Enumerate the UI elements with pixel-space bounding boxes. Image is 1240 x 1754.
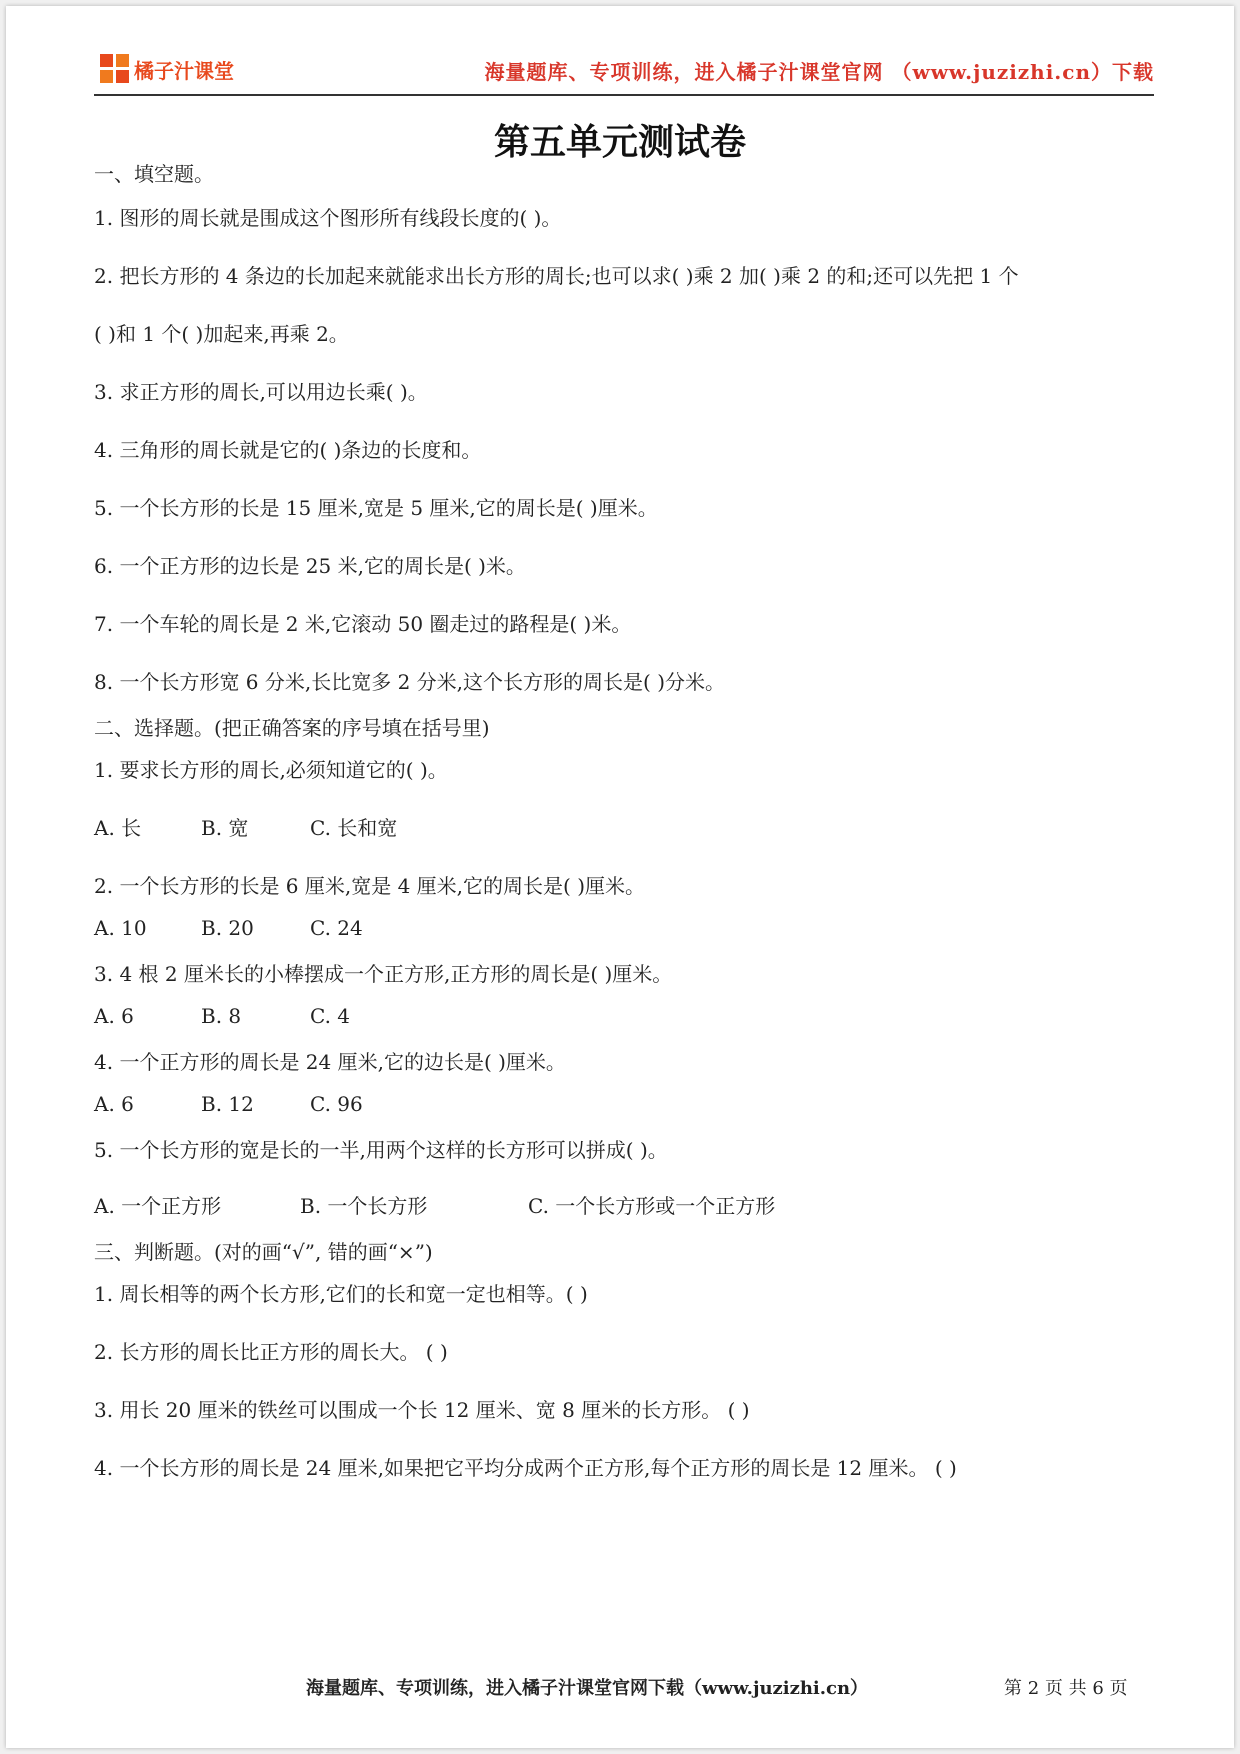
s1-question-5: 5. 一个长方形的长是 15 厘米,宽是 5 厘米,它的周长是( )厘米。: [94, 496, 658, 520]
s3-question-2: 2. 长方形的周长比正方形的周长大。 ( ): [94, 1340, 448, 1364]
s2-question-4: 4. 一个正方形的周长是 24 厘米,它的边长是( )厘米。: [94, 1050, 566, 1074]
page-footer: [6, 1674, 1234, 1704]
s2-q4-option-a: A. 6: [94, 1092, 134, 1116]
s1-question-2a: 2. 把长方形的 4 条边的长加起来就能求出长方形的周长;也可以求( )乘 2 加( )乘 2 的和;还可以先把 1 个: [94, 264, 1019, 288]
s3-question-4: 4. 一个长方形的周长是 24 厘米,如果把它平均分成两个正方形,每个正方形的周长是 12 厘米。 ( ): [94, 1456, 957, 1480]
s1-question-7: 7. 一个车轮的周长是 2 米,它滚动 50 圈走过的路程是( )米。: [94, 612, 632, 636]
s1-question-6: 6. 一个正方形的边长是 25 米,它的周长是( )米。: [94, 554, 526, 578]
s2-question-5: 5. 一个长方形的宽是长的一半,用两个这样的长方形可以拼成( )。: [94, 1138, 668, 1162]
s2-q1-option-b: B. 宽: [201, 816, 249, 840]
footer-slogan: 海量题库、专项训练，进入橘子汁课堂官网下载（www.juzizhi.cn）: [306, 1678, 869, 1699]
s2-q3-option-a: A. 6: [94, 1004, 134, 1028]
s2-q4-option-c: C. 96: [310, 1092, 363, 1116]
s2-q5-option-a: A. 一个正方形: [94, 1194, 222, 1218]
s2-q1-option-c: C. 长和宽: [310, 816, 398, 840]
s2-q1-option-a: A. 长: [94, 816, 142, 840]
s2-q4-option-b: B. 12: [201, 1092, 254, 1116]
logo-mark-icon: [100, 54, 130, 84]
s2-q3-option-b: B. 8: [201, 1004, 242, 1028]
s2-q2-option-c: C. 24: [310, 916, 363, 940]
s2-question-3: 3. 4 根 2 厘米长的小棒摆成一个正方形,正方形的周长是( )厘米。: [94, 962, 673, 986]
document-page: [6, 6, 1234, 1748]
logo: [100, 52, 234, 86]
s2-q3-option-c: C. 4: [310, 1004, 351, 1028]
s2-q5-option-c: C. 一个长方形或一个正方形: [528, 1194, 776, 1218]
s2-q5-option-b: B. 一个长方形: [300, 1194, 428, 1218]
section1-heading: 一、填空题。: [94, 162, 214, 186]
logo-text: 橘子汁课堂: [134, 58, 234, 83]
s1-question-3: 3. 求正方形的周长,可以用边长乘( )。: [94, 380, 428, 404]
s2-question-2: 2. 一个长方形的长是 6 厘米,宽是 4 厘米,它的周长是( )厘米。: [94, 874, 645, 898]
s1-question-1: 1. 图形的周长就是围成这个图形所有线段长度的( )。: [94, 206, 562, 230]
page-title: 第五单元测试卷: [493, 122, 746, 163]
s1-question-8: 8. 一个长方形宽 6 分米,长比宽多 2 分米,这个长方形的周长是( )分米。: [94, 670, 725, 694]
page-header: [94, 44, 1154, 96]
section2-heading: 二、选择题。(把正确答案的序号填在括号里): [94, 716, 490, 740]
header-slogan: 海量题库、专项训练，进入橘子汁课堂官网 （www.juzizhi.cn）下载: [484, 60, 1154, 84]
s1-question-4: 4. 三角形的周长就是它的( )条边的长度和。: [94, 438, 482, 462]
page-number: 第 2 页 共 6 页: [1004, 1678, 1128, 1699]
s1-question-2b: ( )和 1 个( )加起来,再乘 2。: [94, 322, 349, 346]
s2-q2-option-b: B. 20: [201, 916, 254, 940]
s2-question-1: 1. 要求长方形的周长,必须知道它的( )。: [94, 758, 448, 782]
s3-question-1: 1. 周长相等的两个长方形,它们的长和宽一定也相等。( ): [94, 1282, 588, 1306]
section3-heading: 三、判断题。(对的画“√”, 错的画“×”): [94, 1240, 433, 1264]
s3-question-3: 3. 用长 20 厘米的铁丝可以围成一个长 12 厘米、宽 8 厘米的长方形。 ( ): [94, 1398, 750, 1422]
s2-q2-option-a: A. 10: [94, 916, 147, 940]
